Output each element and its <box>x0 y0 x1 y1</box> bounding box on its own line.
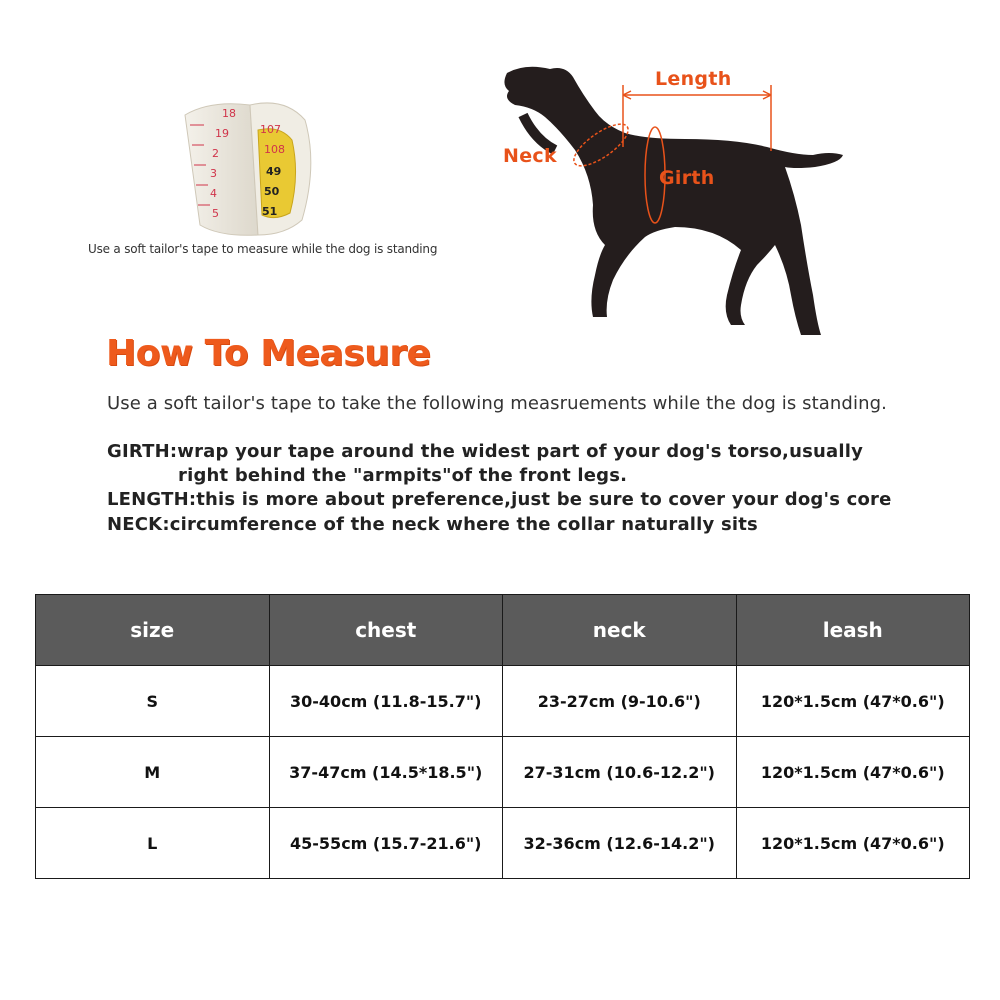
cell-neck: 23-27cm (9-10.6") <box>503 666 737 737</box>
header-neck: neck <box>503 595 737 666</box>
svg-text:51: 51 <box>262 205 278 218</box>
cell-size: S <box>36 666 270 737</box>
cell-chest: 37-47cm (14.5*18.5") <box>269 737 503 808</box>
table-row <box>36 808 970 879</box>
page-title: How To Measure <box>106 333 431 374</box>
girth-instruction-cont: right behind the "armpits"of the front legs. <box>178 465 628 486</box>
svg-text:3: 3 <box>210 167 217 180</box>
length-instruction: LENGTH:this is more about preference,just be sure to cover your dog's core <box>107 489 892 510</box>
header-leash: leash <box>736 595 970 666</box>
table-row <box>36 737 970 808</box>
cell-neck: 32-36cm (12.6-14.2") <box>503 808 737 879</box>
svg-text:18: 18 <box>222 107 236 120</box>
cell-leash: 120*1.5cm (47*0.6") <box>736 808 970 879</box>
svg-text:19: 19 <box>215 127 229 140</box>
size-chart-table <box>35 594 970 879</box>
tape-caption: Use a soft tailor's tape to measure while the dog is standing <box>88 242 438 256</box>
cell-neck: 27-31cm (10.6-12.2") <box>503 737 737 808</box>
dog-silhouette-icon <box>495 55 855 345</box>
header-size: size <box>36 595 270 666</box>
cell-chest: 30-40cm (11.8-15.7") <box>269 666 503 737</box>
length-label: Length <box>655 68 732 90</box>
table-header-row <box>36 595 970 666</box>
neck-instruction: NECK:circumference of the neck where the collar naturally sits <box>107 514 758 535</box>
cell-chest: 45-55cm (15.7-21.6") <box>269 808 503 879</box>
tape-measure-icon <box>170 95 330 240</box>
svg-text:5: 5 <box>212 207 219 220</box>
intro-text: Use a soft tailor's tape to take the following measruements while the dog is standing. <box>107 393 887 414</box>
table-row <box>36 666 970 737</box>
svg-text:108: 108 <box>264 143 285 156</box>
girth-label: Girth <box>659 167 715 189</box>
svg-text:4: 4 <box>210 187 217 200</box>
neck-label: Neck <box>503 145 557 167</box>
cell-size: L <box>36 808 270 879</box>
girth-instruction: GIRTH:wrap your tape around the widest part of your dog's torso,usually <box>107 441 864 462</box>
svg-text:50: 50 <box>264 185 280 198</box>
dog-diagram <box>495 55 855 345</box>
tape-measure-image <box>170 95 330 240</box>
svg-text:49: 49 <box>266 165 282 178</box>
svg-text:107: 107 <box>260 123 281 136</box>
cell-size: M <box>36 737 270 808</box>
header-chest: chest <box>269 595 503 666</box>
svg-text:2: 2 <box>212 147 219 160</box>
cell-leash: 120*1.5cm (47*0.6") <box>736 666 970 737</box>
cell-leash: 120*1.5cm (47*0.6") <box>736 737 970 808</box>
